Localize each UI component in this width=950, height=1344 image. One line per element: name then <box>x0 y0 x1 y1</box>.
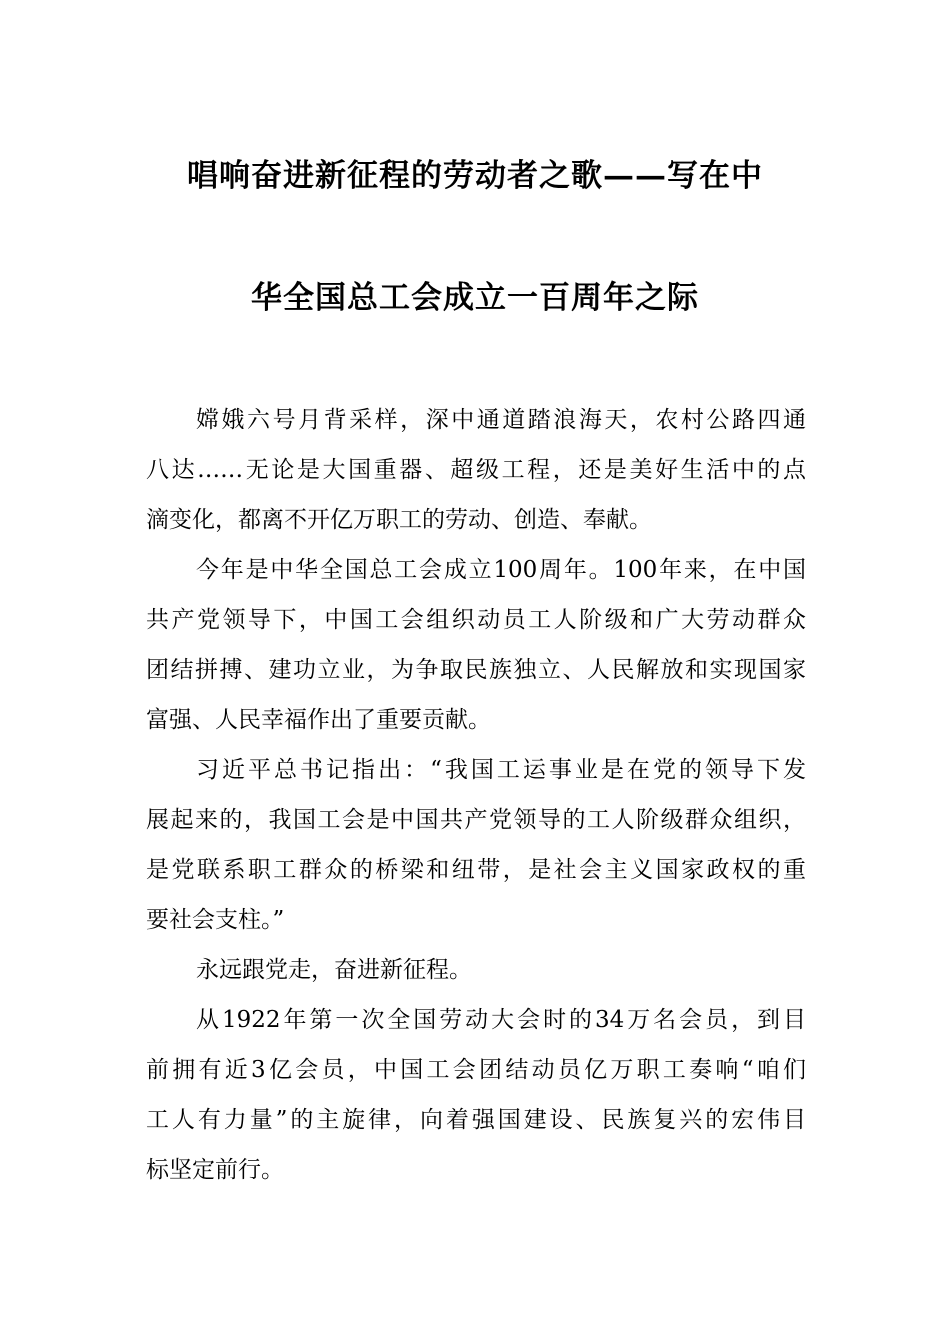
paragraph-line: 滴变化，都离不开亿万职工的劳动、创造、奉献。 <box>146 507 652 533</box>
paragraph <box>146 752 806 952</box>
paragraph-line: 共产党领导下，中国工会组织动员工人阶级和广大劳动群众 <box>146 607 806 633</box>
paragraph-line: 嫦娥六号月背采样，深中通道踏浪海天，农村公路四通 <box>196 407 806 433</box>
paragraph <box>146 402 806 552</box>
paragraph-line: 今年是中华全国总工会成立100周年。100年来，在中国 <box>196 557 806 583</box>
paragraph-line: 是党联系职工群众的桥梁和纽带，是社会主义国家政权的重 <box>146 857 806 883</box>
paragraph-line: 八达……无论是大国重器、超级工程，还是美好生活中的点 <box>146 457 806 483</box>
paragraph-line: 从1922年第一次全国劳动大会时的34万名会员，到目 <box>196 1007 806 1033</box>
document-title-line-2: 华全国总工会成立一百周年之际 <box>251 280 699 316</box>
paragraph-line: 要社会支柱。” <box>146 907 285 933</box>
paragraph <box>146 1002 806 1202</box>
document-body <box>146 402 806 1202</box>
paragraph-line: 标坚定前行。 <box>146 1157 284 1183</box>
paragraph-line: 永远跟党走，奋进新征程。 <box>196 957 472 983</box>
paragraph-line: 习近平总书记指出：“我国工运事业是在党的领导下发 <box>196 757 806 783</box>
paragraph-line: 团结拼搏、建功立业，为争取民族独立、人民解放和实现国家 <box>146 657 806 683</box>
document-title-line-1: 唱响奋进新征程的劳动者之歌——写在中 <box>187 158 763 194</box>
paragraph-line: 富强、人民幸福作出了重要贡献。 <box>146 707 491 733</box>
paragraph <box>146 952 806 1002</box>
paragraph-line: 展起来的，我国工会是中国共产党领导的工人阶级群众组织， <box>146 807 806 833</box>
paragraph <box>146 552 806 752</box>
paragraph-line: 前拥有近3亿会员，中国工会团结动员亿万职工奏响“咱们 <box>146 1057 806 1083</box>
paragraph-line: 工人有力量”的主旋律，向着强国建设、民族复兴的宏伟目 <box>146 1107 806 1133</box>
